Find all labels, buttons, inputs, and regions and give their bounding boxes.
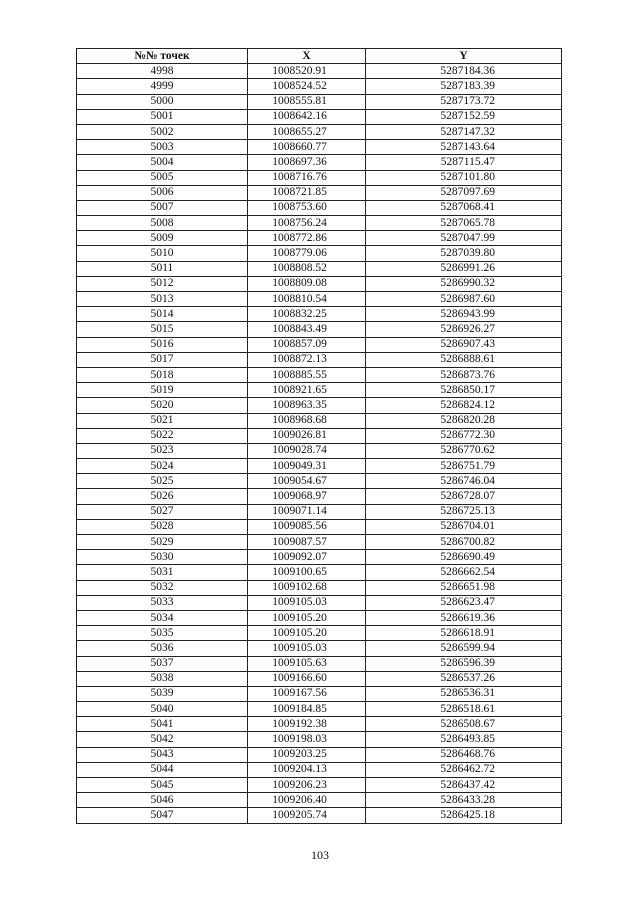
table-row — [77, 686, 562, 701]
x-coordinate-cell: 1008520.91 — [248, 64, 366, 79]
y-coordinate-cell: 5286772.30 — [366, 428, 562, 443]
y-coordinate-cell: 5286991.26 — [366, 261, 562, 276]
point-number-cell: 5008 — [77, 216, 248, 231]
y-coordinate-cell: 5286700.82 — [366, 535, 562, 550]
y-coordinate-cell: 5286623.47 — [366, 595, 562, 610]
y-coordinate-cell: 5287039.80 — [366, 246, 562, 261]
point-number-cell: 5023 — [77, 443, 248, 458]
x-coordinate-cell: 1008716.76 — [248, 170, 366, 185]
x-coordinate-cell: 1008655.27 — [248, 124, 366, 139]
table-row — [77, 322, 562, 337]
point-number-cell: 5013 — [77, 292, 248, 307]
x-coordinate-cell: 1008721.85 — [248, 185, 366, 200]
point-number-cell: 5009 — [77, 231, 248, 246]
table-row — [77, 276, 562, 291]
table-row — [77, 216, 562, 231]
x-coordinate-cell: 1008857.09 — [248, 337, 366, 352]
y-coordinate-cell: 5287143.64 — [366, 140, 562, 155]
x-coordinate-cell: 1009026.81 — [248, 428, 366, 443]
table-row — [77, 352, 562, 367]
x-coordinate-cell: 1008963.35 — [248, 398, 366, 413]
y-coordinate-cell: 5286662.54 — [366, 565, 562, 580]
x-coordinate-cell: 1008660.77 — [248, 140, 366, 155]
x-coordinate-cell: 1009068.97 — [248, 489, 366, 504]
x-coordinate-cell: 1008756.24 — [248, 216, 366, 231]
table-row — [77, 307, 562, 322]
x-coordinate-cell: 1009167.56 — [248, 686, 366, 701]
x-coordinate-cell: 1008968.68 — [248, 413, 366, 428]
point-number-cell: 5024 — [77, 459, 248, 474]
table-row — [77, 656, 562, 671]
point-number-cell: 5028 — [77, 519, 248, 534]
point-number-cell: 5047 — [77, 808, 248, 823]
y-coordinate-cell: 5286926.27 — [366, 322, 562, 337]
y-coordinate-cell: 5286596.39 — [366, 656, 562, 671]
y-coordinate-cell: 5287065.78 — [366, 216, 562, 231]
point-number-cell: 5010 — [77, 246, 248, 261]
table-row — [77, 140, 562, 155]
table-row — [77, 64, 562, 79]
x-coordinate-cell: 1008772.86 — [248, 231, 366, 246]
table-row — [77, 519, 562, 534]
point-number-cell: 5031 — [77, 565, 248, 580]
y-coordinate-cell: 5287115.47 — [366, 155, 562, 170]
table-row — [77, 246, 562, 261]
y-coordinate-cell: 5286770.62 — [366, 443, 562, 458]
table-row — [77, 535, 562, 550]
x-coordinate-cell: 1008810.54 — [248, 292, 366, 307]
table-row — [77, 641, 562, 656]
y-coordinate-cell: 5286599.94 — [366, 641, 562, 656]
table-row — [77, 808, 562, 823]
point-number-cell: 5022 — [77, 428, 248, 443]
x-coordinate-cell: 1008697.36 — [248, 155, 366, 170]
point-number-cell: 5041 — [77, 717, 248, 732]
point-number-cell: 5045 — [77, 778, 248, 793]
table-row — [77, 185, 562, 200]
table-row — [77, 292, 562, 307]
table-row — [77, 793, 562, 808]
y-coordinate-cell: 5286873.76 — [366, 367, 562, 382]
point-number-cell: 4999 — [77, 79, 248, 94]
point-number-cell: 5040 — [77, 702, 248, 717]
table-row — [77, 474, 562, 489]
point-number-cell: 4998 — [77, 64, 248, 79]
y-coordinate-cell: 5286537.26 — [366, 671, 562, 686]
header-y: Y — [366, 49, 562, 64]
x-coordinate-cell: 1008809.08 — [248, 276, 366, 291]
y-coordinate-cell: 5286425.18 — [366, 808, 562, 823]
table-row — [77, 504, 562, 519]
table-row — [77, 398, 562, 413]
point-number-cell: 5032 — [77, 580, 248, 595]
y-coordinate-cell: 5286746.04 — [366, 474, 562, 489]
x-coordinate-cell: 1008642.16 — [248, 109, 366, 124]
point-number-cell: 5016 — [77, 337, 248, 352]
x-coordinate-cell: 1008843.49 — [248, 322, 366, 337]
y-coordinate-cell: 5287173.72 — [366, 94, 562, 109]
x-coordinate-cell: 1008832.25 — [248, 307, 366, 322]
x-coordinate-cell: 1009105.03 — [248, 641, 366, 656]
point-number-cell: 5019 — [77, 383, 248, 398]
point-number-cell: 5037 — [77, 656, 248, 671]
x-coordinate-cell: 1009166.60 — [248, 671, 366, 686]
point-number-cell: 5002 — [77, 124, 248, 139]
x-coordinate-cell: 1009205.74 — [248, 808, 366, 823]
y-coordinate-cell: 5287152.59 — [366, 109, 562, 124]
page-number: 103 — [311, 848, 329, 862]
header-point-number: №№ точек — [77, 49, 248, 64]
table-row — [77, 778, 562, 793]
y-coordinate-cell: 5287183.39 — [366, 79, 562, 94]
y-coordinate-cell: 5286468.76 — [366, 747, 562, 762]
table-row — [77, 717, 562, 732]
x-coordinate-cell: 1009206.40 — [248, 793, 366, 808]
x-coordinate-cell: 1009092.07 — [248, 550, 366, 565]
header-x: X — [248, 49, 366, 64]
y-coordinate-cell: 5286824.12 — [366, 398, 562, 413]
point-number-cell: 5017 — [77, 352, 248, 367]
x-coordinate-cell: 1008779.06 — [248, 246, 366, 261]
x-coordinate-cell: 1009087.57 — [248, 535, 366, 550]
point-number-cell: 5020 — [77, 398, 248, 413]
y-coordinate-cell: 5286462.72 — [366, 762, 562, 777]
y-coordinate-cell: 5286704.01 — [366, 519, 562, 534]
table-row — [77, 762, 562, 777]
x-coordinate-cell: 1009198.03 — [248, 732, 366, 747]
x-coordinate-cell: 1009085.56 — [248, 519, 366, 534]
x-coordinate-cell: 1009184.85 — [248, 702, 366, 717]
y-coordinate-cell: 5286987.60 — [366, 292, 562, 307]
table-row — [77, 155, 562, 170]
table-row — [77, 595, 562, 610]
y-coordinate-cell: 5286518.61 — [366, 702, 562, 717]
point-number-cell: 5018 — [77, 367, 248, 382]
x-coordinate-cell: 1008921.65 — [248, 383, 366, 398]
x-coordinate-cell: 1009054.67 — [248, 474, 366, 489]
x-coordinate-cell: 1008753.60 — [248, 200, 366, 215]
y-coordinate-cell: 5286690.49 — [366, 550, 562, 565]
y-coordinate-cell: 5286433.28 — [366, 793, 562, 808]
table-row — [77, 550, 562, 565]
table-row — [77, 337, 562, 352]
point-number-cell: 5005 — [77, 170, 248, 185]
y-coordinate-cell: 5287068.41 — [366, 200, 562, 215]
x-coordinate-cell: 1009204.13 — [248, 762, 366, 777]
y-coordinate-cell: 5286618.91 — [366, 626, 562, 641]
table-row — [77, 124, 562, 139]
y-coordinate-cell: 5287047.99 — [366, 231, 562, 246]
y-coordinate-cell: 5286493.85 — [366, 732, 562, 747]
y-coordinate-cell: 5286943.99 — [366, 307, 562, 322]
table-row — [77, 170, 562, 185]
table-row — [77, 443, 562, 458]
table-row — [77, 367, 562, 382]
point-number-cell: 5029 — [77, 535, 248, 550]
point-number-cell: 5046 — [77, 793, 248, 808]
y-coordinate-cell: 5286990.32 — [366, 276, 562, 291]
table-row — [77, 565, 562, 580]
point-number-cell: 5004 — [77, 155, 248, 170]
x-coordinate-cell: 1009071.14 — [248, 504, 366, 519]
y-coordinate-cell: 5286728.07 — [366, 489, 562, 504]
table-row — [77, 79, 562, 94]
point-number-cell: 5026 — [77, 489, 248, 504]
x-coordinate-cell: 1008524.52 — [248, 79, 366, 94]
table-row — [77, 747, 562, 762]
coordinates-table — [76, 48, 562, 824]
point-number-cell: 5015 — [77, 322, 248, 337]
point-number-cell: 5003 — [77, 140, 248, 155]
y-coordinate-cell: 5287147.32 — [366, 124, 562, 139]
point-number-cell: 5030 — [77, 550, 248, 565]
point-number-cell: 5039 — [77, 686, 248, 701]
point-number-cell: 5036 — [77, 641, 248, 656]
x-coordinate-cell: 1008808.52 — [248, 261, 366, 276]
x-coordinate-cell: 1008555.81 — [248, 94, 366, 109]
x-coordinate-cell: 1009049.31 — [248, 459, 366, 474]
point-number-cell: 5027 — [77, 504, 248, 519]
y-coordinate-cell: 5286850.17 — [366, 383, 562, 398]
table-body — [77, 64, 562, 823]
y-coordinate-cell: 5286820.28 — [366, 413, 562, 428]
table-row — [77, 459, 562, 474]
y-coordinate-cell: 5286651.98 — [366, 580, 562, 595]
table-row — [77, 428, 562, 443]
point-number-cell: 5034 — [77, 610, 248, 625]
table-row — [77, 610, 562, 625]
y-coordinate-cell: 5287101.80 — [366, 170, 562, 185]
x-coordinate-cell: 1009105.63 — [248, 656, 366, 671]
x-coordinate-cell: 1008885.55 — [248, 367, 366, 382]
point-number-cell: 5042 — [77, 732, 248, 747]
point-number-cell: 5006 — [77, 185, 248, 200]
point-number-cell: 5007 — [77, 200, 248, 215]
y-coordinate-cell: 5286751.79 — [366, 459, 562, 474]
table-row — [77, 702, 562, 717]
table-row — [77, 626, 562, 641]
y-coordinate-cell: 5286437.42 — [366, 778, 562, 793]
x-coordinate-cell: 1009206.23 — [248, 778, 366, 793]
table-row — [77, 94, 562, 109]
table-header-row — [77, 49, 562, 64]
table-row — [77, 489, 562, 504]
table-row — [77, 580, 562, 595]
y-coordinate-cell: 5286619.36 — [366, 610, 562, 625]
y-coordinate-cell: 5287097.69 — [366, 185, 562, 200]
x-coordinate-cell: 1009105.20 — [248, 610, 366, 625]
table-row — [77, 200, 562, 215]
x-coordinate-cell: 1009100.65 — [248, 565, 366, 580]
x-coordinate-cell: 1009192.38 — [248, 717, 366, 732]
point-number-cell: 5038 — [77, 671, 248, 686]
point-number-cell: 5011 — [77, 261, 248, 276]
table-row — [77, 413, 562, 428]
table-row — [77, 732, 562, 747]
point-number-cell: 5025 — [77, 474, 248, 489]
x-coordinate-cell: 1008872.13 — [248, 352, 366, 367]
x-coordinate-cell: 1009105.20 — [248, 626, 366, 641]
y-coordinate-cell: 5286888.61 — [366, 352, 562, 367]
point-number-cell: 5014 — [77, 307, 248, 322]
y-coordinate-cell: 5286536.31 — [366, 686, 562, 701]
point-number-cell: 5001 — [77, 109, 248, 124]
point-number-cell: 5044 — [77, 762, 248, 777]
point-number-cell: 5012 — [77, 276, 248, 291]
table-row — [77, 109, 562, 124]
point-number-cell: 5000 — [77, 94, 248, 109]
y-coordinate-cell: 5286725.13 — [366, 504, 562, 519]
y-coordinate-cell: 5287184.36 — [366, 64, 562, 79]
y-coordinate-cell: 5286508.67 — [366, 717, 562, 732]
x-coordinate-cell: 1009028.74 — [248, 443, 366, 458]
x-coordinate-cell: 1009102.68 — [248, 580, 366, 595]
table-row — [77, 231, 562, 246]
point-number-cell: 5043 — [77, 747, 248, 762]
y-coordinate-cell: 5286907.43 — [366, 337, 562, 352]
point-number-cell: 5035 — [77, 626, 248, 641]
table-row — [77, 671, 562, 686]
table-row — [77, 383, 562, 398]
table-row — [77, 261, 562, 276]
point-number-cell: 5033 — [77, 595, 248, 610]
x-coordinate-cell: 1009105.03 — [248, 595, 366, 610]
x-coordinate-cell: 1009203.25 — [248, 747, 366, 762]
point-number-cell: 5021 — [77, 413, 248, 428]
